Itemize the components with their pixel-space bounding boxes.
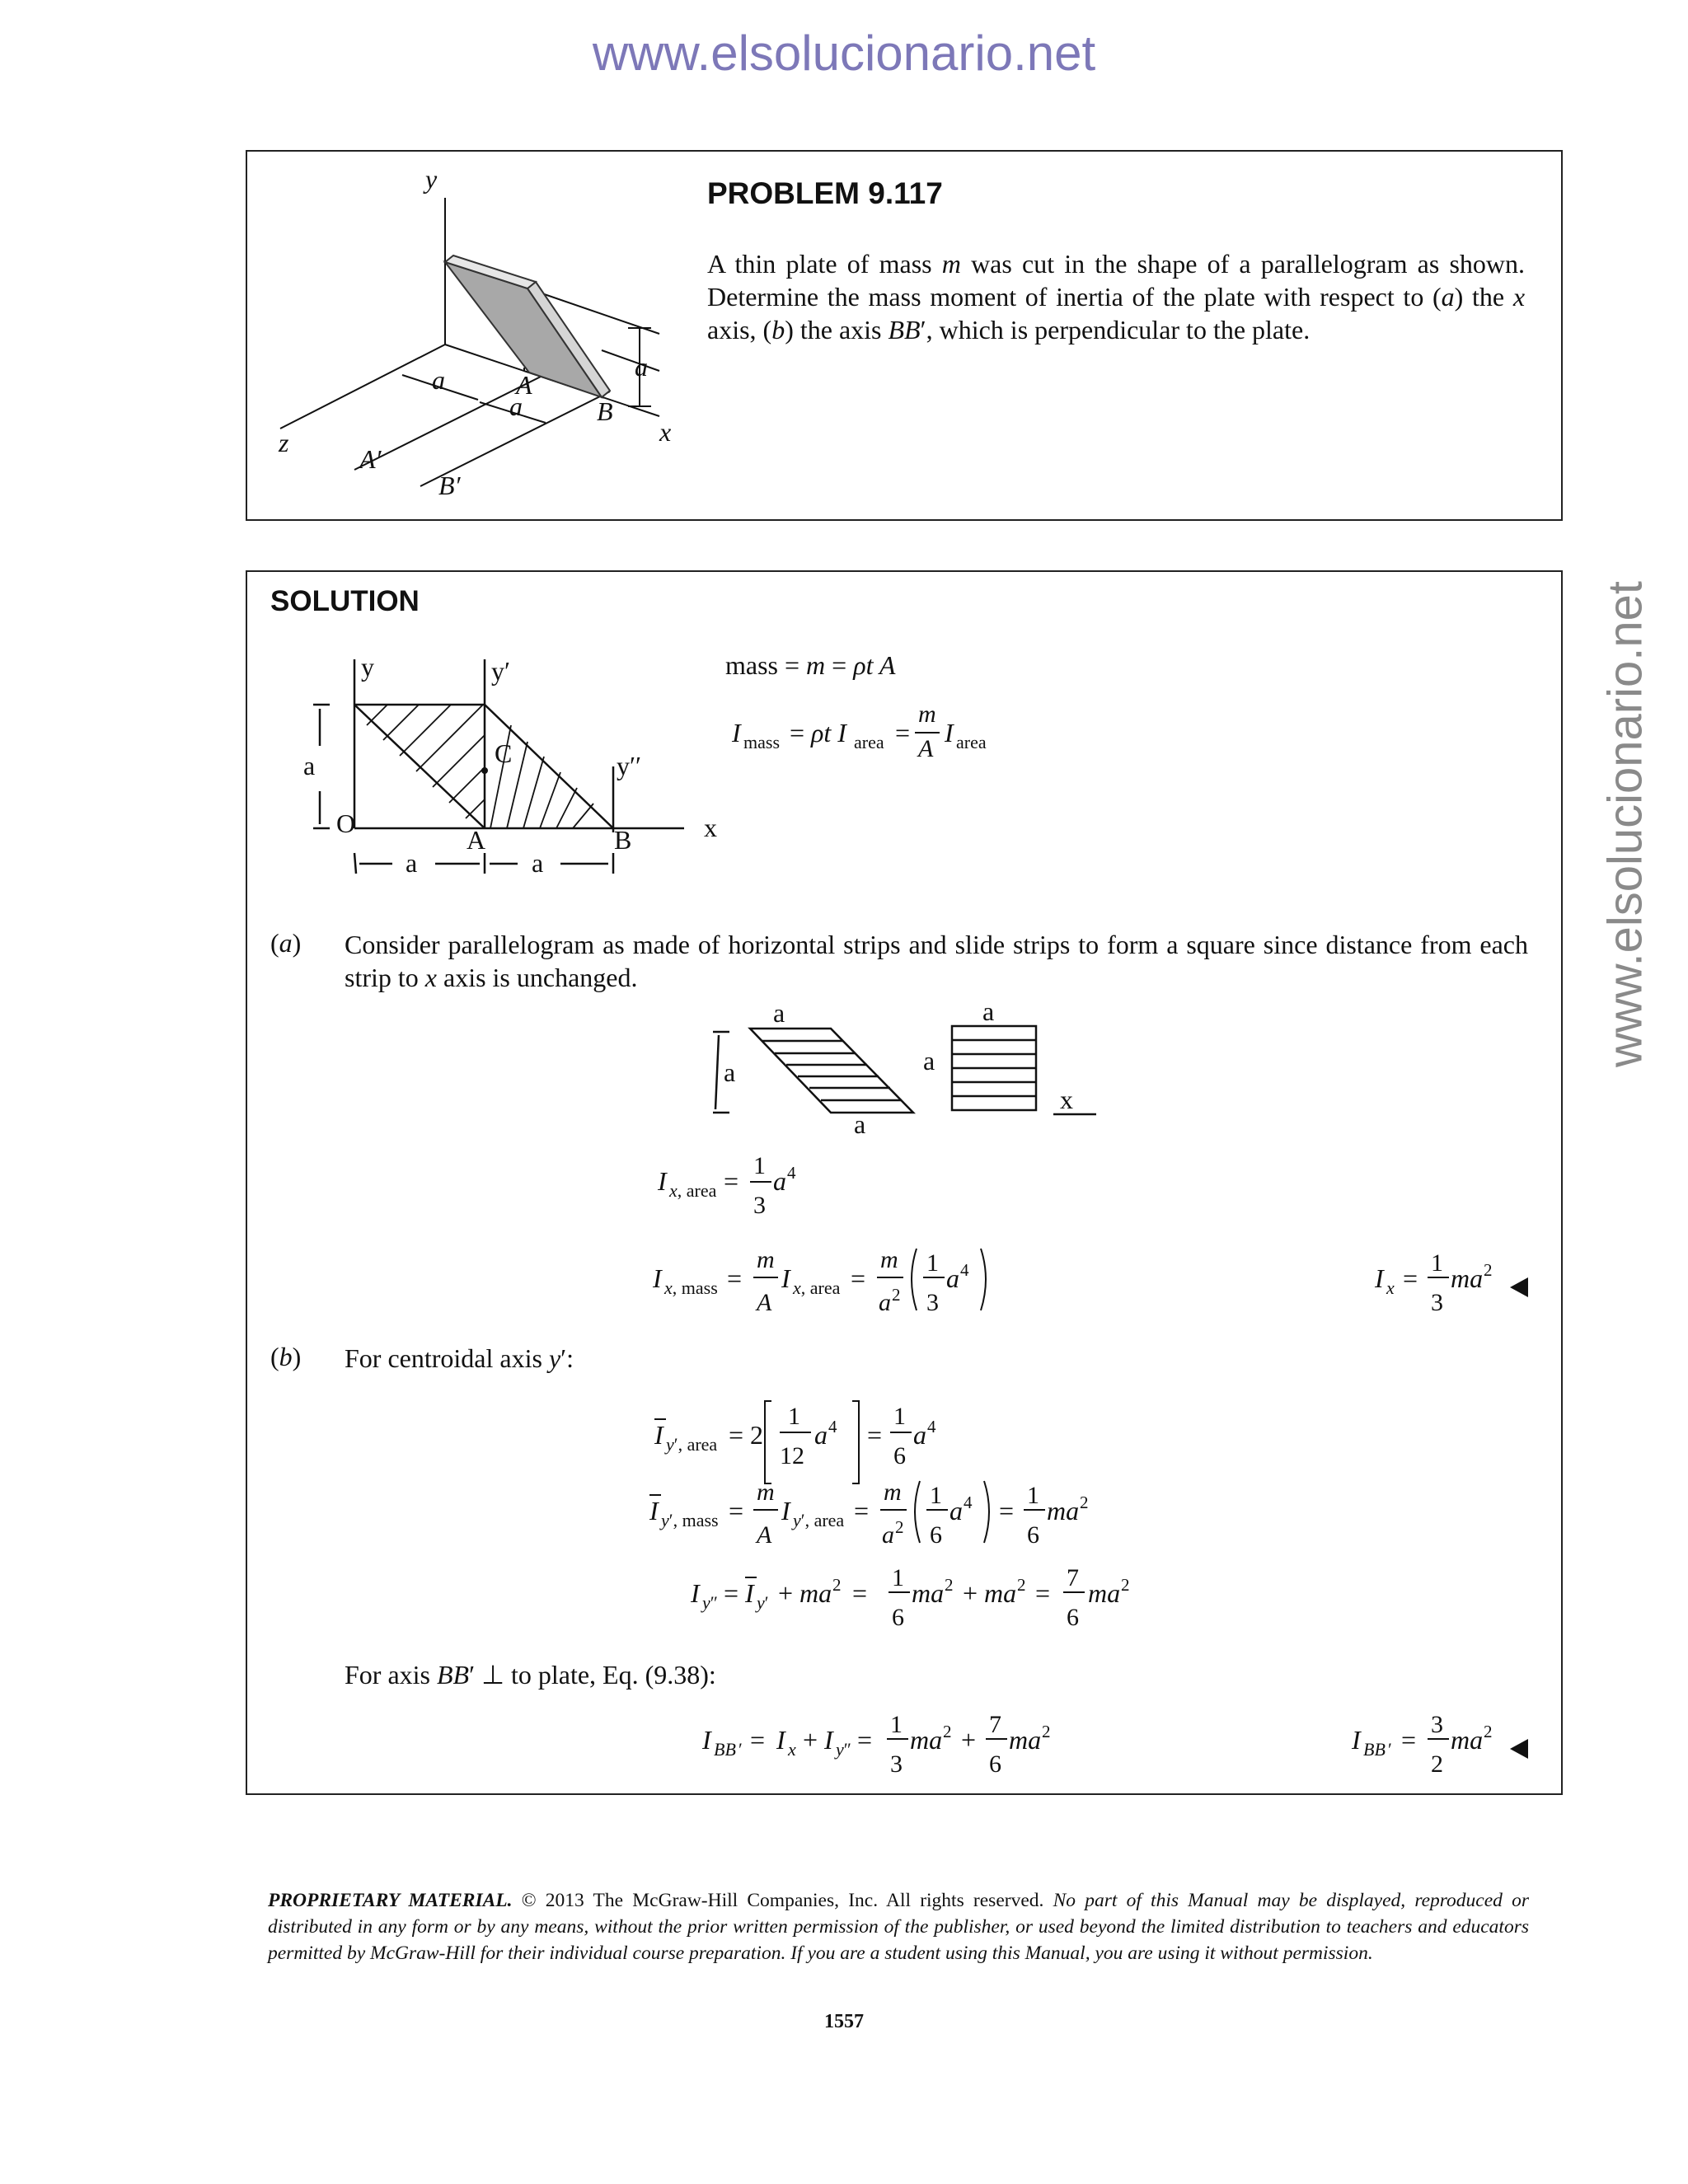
svg-text:=: = [895, 718, 911, 748]
svg-text:I: I [781, 1263, 790, 1293]
svg-text:I: I [1352, 1725, 1361, 1755]
svg-text:I: I [732, 718, 741, 748]
square-a-left: a [923, 1046, 935, 1076]
svg-text:m: m [757, 1246, 775, 1273]
svg-text:BB: BB [714, 1739, 736, 1760]
svg-text:= 2: = 2 [729, 1420, 764, 1450]
svg-text:6: 6 [892, 1604, 904, 1631]
svg-text:1: 1 [1027, 1482, 1039, 1509]
svg-text:12: 12 [780, 1442, 804, 1469]
svg-text:4: 4 [927, 1417, 936, 1436]
svg-text:I: I [745, 1578, 754, 1608]
svg-text:+ ma: + ma [963, 1578, 1017, 1608]
svg-text:+ ma: + ma [778, 1578, 832, 1608]
svg-text:A: A [757, 1521, 772, 1549]
svg-text:a: a [946, 1263, 959, 1293]
sketch-a-vert: a [303, 751, 316, 780]
svg-text:1: 1 [926, 1249, 939, 1277]
svg-text:x, mass: x, mass [664, 1277, 718, 1298]
svg-text:I: I [658, 1166, 667, 1196]
svg-text:ma: ma [1009, 1725, 1042, 1755]
sketch-O: O [336, 808, 356, 838]
sketch-a-right: a [532, 848, 544, 878]
part-b-label: (b) [270, 1342, 302, 1371]
part-b-text: For centroidal axis y′: [345, 1343, 574, 1373]
svg-text:′: ′ [1388, 1739, 1392, 1760]
svg-text:m: m [757, 1479, 775, 1506]
problem-statement: A thin plate of mass m was cut in the shape of a parallelogram as shown. Determine the mass moment of inertia of the plate with respect to (a) the x axis, (b) the axis BB′, which is perpendicular to the plate. [707, 249, 1526, 344]
problem-title: PROBLEM 9.117 [707, 176, 943, 210]
svg-text:m: m [884, 1479, 902, 1506]
svg-text:+: + [803, 1725, 818, 1755]
svg-text:3: 3 [1431, 1711, 1443, 1738]
svg-text:a: a [950, 1496, 963, 1526]
solution-title: SOLUTION [270, 585, 420, 617]
svg-text:2: 2 [1042, 1722, 1051, 1741]
svg-text:mass: mass [743, 732, 780, 752]
svg-text:=: = [854, 1496, 870, 1526]
svg-text:a: a [913, 1420, 926, 1450]
svg-text:=: = [724, 1578, 739, 1608]
svg-text:A: A [918, 735, 934, 762]
svg-text:x, area: x, area [793, 1277, 841, 1298]
svg-text:area: area [854, 732, 884, 752]
fig-A-prime-label: A′ [359, 444, 382, 474]
fig-a-label-3: a [635, 352, 648, 382]
svg-text:BB: BB [1363, 1739, 1386, 1760]
strip-a-bottom: a [854, 1109, 866, 1139]
svg-text:1: 1 [930, 1482, 942, 1509]
svg-text:x: x [1386, 1277, 1395, 1298]
sketch-y-prime: y′ [491, 656, 510, 686]
svg-text:1: 1 [890, 1711, 903, 1738]
svg-text:I: I [1375, 1263, 1384, 1293]
svg-text:2: 2 [1121, 1575, 1130, 1595]
svg-text:2: 2 [892, 1285, 901, 1305]
svg-text:′: ′ [738, 1739, 743, 1760]
svg-text:=: = [867, 1420, 883, 1450]
svg-text:m: m [880, 1246, 898, 1273]
svg-text:ma: ma [1451, 1263, 1484, 1293]
svg-text:y″: y″ [836, 1739, 851, 1760]
svg-text:area: area [956, 732, 987, 752]
svg-text:I: I [649, 1496, 659, 1526]
svg-text:3: 3 [926, 1289, 939, 1316]
svg-text:4: 4 [960, 1260, 969, 1280]
svg-text:1: 1 [1431, 1249, 1443, 1277]
watermark-top: www.elsolucionario.net [592, 26, 1096, 81]
footer-notice [268, 1887, 1529, 1966]
sketch-y: y [361, 652, 374, 682]
part-a-label: (a) [270, 928, 302, 958]
svg-text:a: a [814, 1420, 828, 1450]
svg-text:a: a [773, 1166, 786, 1196]
fig-x-label: x [659, 417, 672, 447]
svg-text:=: = [999, 1496, 1015, 1526]
svg-text:I: I [654, 1420, 663, 1450]
svg-text:2: 2 [1484, 1722, 1493, 1741]
svg-text:I: I [653, 1263, 662, 1293]
svg-text:2: 2 [945, 1575, 954, 1595]
fig-B-prime-label: B′ [438, 471, 461, 500]
svg-text:y″: y″ [702, 1592, 718, 1613]
footer-bold: PROPRIETARY MATERIAL. [268, 1890, 513, 1911]
svg-text:x: x [788, 1739, 796, 1760]
svg-text:7: 7 [989, 1711, 1001, 1738]
svg-text:3: 3 [1431, 1289, 1443, 1316]
svg-text:I: I [824, 1725, 833, 1755]
sketch-C: C [495, 738, 513, 768]
footer-italic: No part of this Manual may be displayed, reproduced or distributed in any form or by any means, without the prior written permission of the publisher, or used beyond the limited distribution to teachers and educators permitted by McGraw-Hill for their individual course preparation. If you are a student using this Manual, you are using it without permission. [268, 1890, 1530, 1964]
svg-text:ma: ma [1088, 1578, 1121, 1608]
svg-text:ma: ma [910, 1725, 943, 1755]
svg-text:6: 6 [930, 1521, 942, 1549]
svg-text:1: 1 [892, 1564, 904, 1591]
svg-text:I: I [702, 1725, 711, 1755]
sketch-B: B [614, 825, 632, 855]
svg-text:+: + [961, 1725, 977, 1755]
svg-text:I: I [691, 1578, 700, 1608]
svg-text:=: = [857, 1725, 873, 1755]
svg-text:y′, area: y′, area [793, 1510, 845, 1530]
svg-text:=: = [1401, 1725, 1417, 1755]
svg-text:y′, mass: y′, mass [661, 1510, 719, 1530]
svg-text:1: 1 [893, 1403, 906, 1430]
svg-text:2: 2 [1484, 1260, 1493, 1280]
svg-text:y′: y′ [757, 1592, 769, 1613]
part-b-axis-text: For axis BB′ ⊥ to plate, Eq. (9.38): [345, 1660, 716, 1690]
svg-text:x, area: x, area [669, 1180, 717, 1201]
svg-text:2: 2 [1080, 1493, 1089, 1512]
page-number: 1557 [824, 2011, 864, 2032]
svg-text:ma: ma [1451, 1725, 1484, 1755]
fig-a-label-1: a [432, 365, 445, 395]
footer-normal: © 2013 The McGraw-Hill Companies, Inc. All rights reserved. [512, 1890, 1053, 1911]
square-x: x [1060, 1085, 1073, 1114]
svg-text:ma: ma [1047, 1496, 1080, 1526]
svg-text:3: 3 [890, 1750, 903, 1778]
svg-text:=: = [750, 1725, 766, 1755]
svg-text:2: 2 [1017, 1575, 1026, 1595]
svg-text:y′, area: y′, area [666, 1434, 718, 1455]
svg-text:I: I [776, 1725, 785, 1755]
svg-text:2: 2 [943, 1722, 952, 1741]
svg-text:a: a [882, 1521, 894, 1549]
sketch-a-left: a [406, 848, 418, 878]
svg-text:6: 6 [893, 1442, 906, 1469]
svg-text:=: = [1403, 1263, 1418, 1293]
fig-a-label-2: a [509, 391, 523, 421]
strip-a-top: a [773, 998, 785, 1028]
svg-text:= ρt I: = ρt I [790, 718, 846, 748]
svg-text:m: m [918, 701, 936, 728]
fig-A-label: A [516, 370, 532, 400]
svg-text:I: I [945, 718, 954, 748]
fig-B-label: B [597, 396, 613, 426]
svg-text:a: a [879, 1289, 891, 1316]
sketch-y-dprime: y′′ [617, 751, 641, 780]
svg-text:I: I [781, 1496, 790, 1526]
fig-z-label: z [279, 428, 289, 457]
part-a-text: Consider parallelogram as made of horizontal strips and slide strips to form a square since distance from each strip to x axis is unchanged. [345, 930, 1528, 992]
svg-text:7: 7 [1067, 1564, 1079, 1591]
svg-text:1: 1 [788, 1403, 800, 1430]
svg-text:2: 2 [895, 1517, 904, 1537]
svg-text:3: 3 [753, 1192, 766, 1219]
svg-text:mass = m = ρt A: mass = m = ρt A [725, 650, 896, 680]
fig-y-label: y [425, 164, 438, 194]
svg-text:6: 6 [1027, 1521, 1039, 1549]
svg-text:6: 6 [989, 1750, 1001, 1778]
svg-text:=: = [729, 1496, 744, 1526]
svg-text:ma: ma [912, 1578, 945, 1608]
strip-a-left: a [724, 1057, 736, 1087]
watermark-side-text: www.elsolucionario.net [1598, 581, 1653, 1067]
svg-text:=: = [724, 1166, 739, 1196]
svg-text:4: 4 [787, 1163, 796, 1183]
svg-text:A: A [757, 1289, 772, 1316]
svg-text:=: = [727, 1263, 743, 1293]
svg-text:4: 4 [828, 1417, 837, 1436]
svg-text:=: = [852, 1578, 868, 1608]
square-a-top: a [982, 996, 995, 1026]
svg-text:2: 2 [1431, 1750, 1443, 1778]
svg-text:2: 2 [832, 1575, 842, 1595]
sketch-A: A [467, 825, 486, 855]
svg-text:1: 1 [753, 1152, 766, 1179]
svg-text:=: = [1035, 1578, 1051, 1608]
svg-text:=: = [851, 1263, 866, 1293]
svg-text:4: 4 [964, 1493, 973, 1512]
svg-text:6: 6 [1067, 1604, 1079, 1631]
sketch-x: x [704, 813, 717, 842]
